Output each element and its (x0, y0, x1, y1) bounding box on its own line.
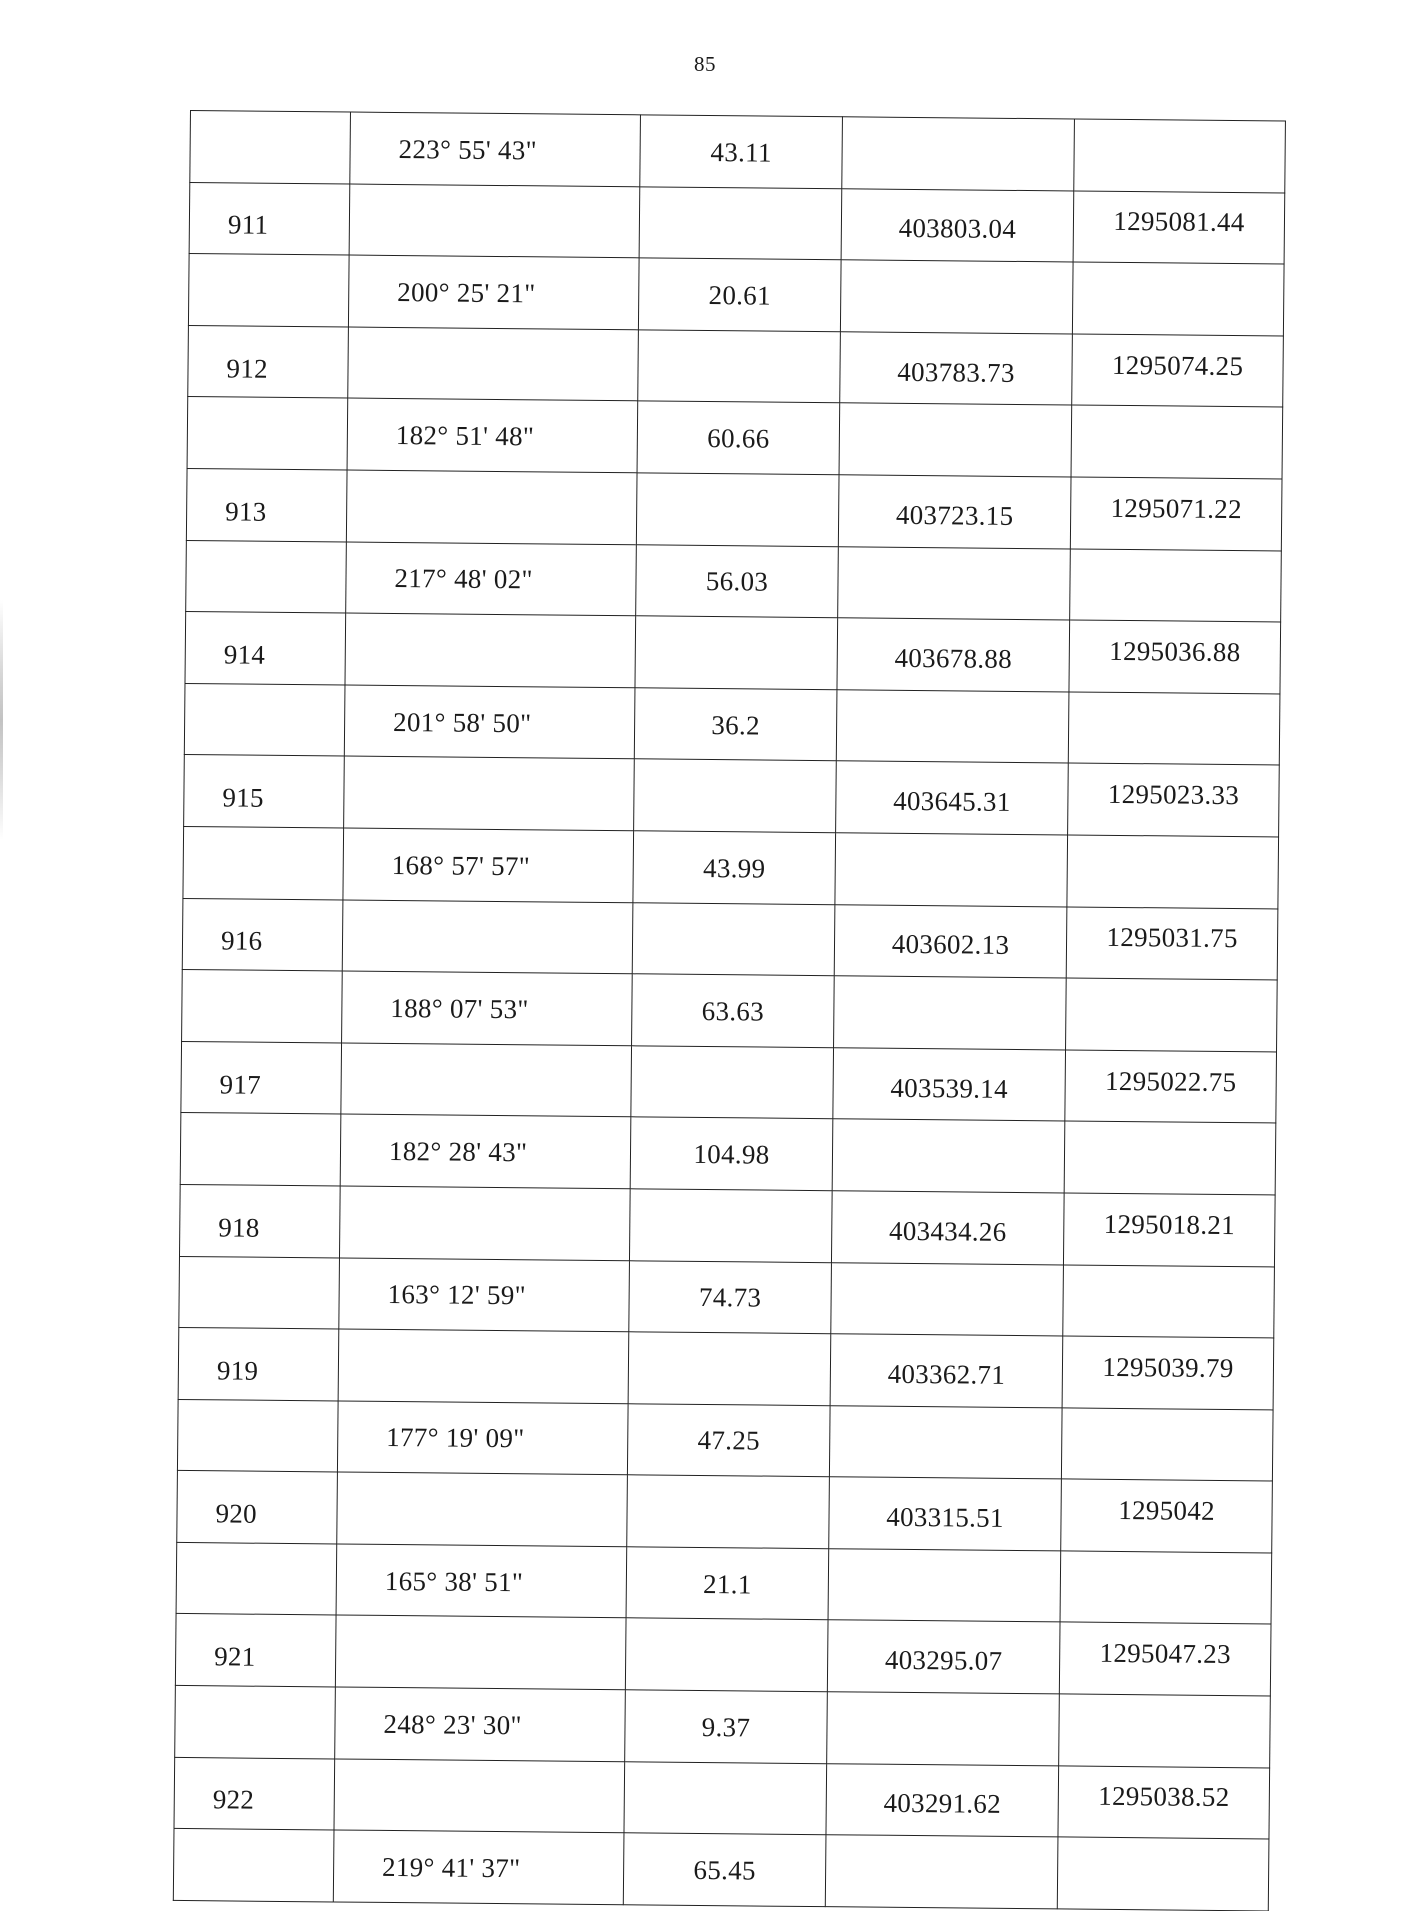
distance-cell (628, 1332, 831, 1406)
distance-cell (638, 330, 841, 404)
bearing-cell (337, 1472, 628, 1546)
bearing-cell (342, 900, 633, 974)
northing-cell: 403783.73 (840, 332, 1073, 406)
bearing-cell: 165° 38' 51" (336, 1544, 627, 1618)
easting-cell (1074, 119, 1286, 193)
northing-cell: 403295.07 (827, 1620, 1060, 1694)
easting-cell: 1295074.25 (1072, 334, 1284, 408)
point-cell (188, 254, 349, 327)
northing-cell (827, 1692, 1060, 1766)
northing-cell (838, 546, 1071, 620)
northing-cell (829, 1405, 1062, 1479)
point-cell (179, 1256, 340, 1329)
easting-cell (1072, 262, 1284, 336)
distance-cell: 36.2 (634, 688, 837, 762)
distance-cell: 60.66 (637, 401, 840, 475)
bearing-cell: 201° 58' 50" (344, 685, 635, 759)
easting-cell: 1295038.52 (1058, 1766, 1270, 1840)
survey-coordinates-table (173, 110, 1286, 1911)
easting-cell: 1295047.23 (1059, 1622, 1271, 1696)
bearing-cell (335, 1615, 626, 1689)
point-cell: 918 (179, 1184, 340, 1257)
distance-cell: 43.99 (633, 831, 836, 905)
northing-cell (828, 1549, 1061, 1623)
northing-cell (834, 976, 1067, 1050)
distance-cell (627, 1475, 830, 1549)
table-row (183, 826, 1279, 908)
northing-cell (840, 260, 1073, 334)
distance-cell: 63.63 (632, 974, 835, 1048)
distance-cell (625, 1618, 828, 1692)
point-cell (183, 826, 344, 899)
distance-cell: 43.11 (640, 115, 843, 189)
easting-cell (1060, 1551, 1272, 1625)
easting-cell: 1295039.79 (1062, 1336, 1274, 1410)
distance-cell (629, 1189, 832, 1263)
table-row (179, 1184, 1275, 1266)
bearing-cell: 188° 07' 53" (342, 971, 633, 1045)
bearing-cell: 182° 51' 48" (347, 398, 638, 472)
point-cell (190, 111, 351, 184)
distance-cell (639, 186, 842, 260)
bearing-cell: 223° 55' 43" (350, 112, 641, 186)
point-cell: 916 (182, 898, 343, 971)
northing-cell: 403434.26 (831, 1191, 1064, 1265)
table-row (178, 1328, 1274, 1410)
point-cell: 914 (185, 612, 346, 685)
distance-cell (636, 473, 839, 547)
distance-cell: 104.98 (630, 1117, 833, 1191)
point-cell (186, 540, 347, 613)
easting-cell: 1295022.75 (1065, 1050, 1277, 1124)
easting-cell: 1295036.88 (1069, 620, 1281, 694)
distance-cell: 65.45 (623, 1833, 826, 1907)
distance-cell (635, 616, 838, 690)
easting-cell (1059, 1694, 1271, 1768)
point-cell: 911 (189, 182, 350, 255)
table-row (185, 612, 1281, 694)
easting-cell (1061, 1408, 1273, 1482)
table-row (189, 182, 1285, 264)
easting-cell: 1295081.44 (1073, 191, 1285, 265)
table-body (173, 111, 1285, 1911)
point-cell (173, 1829, 334, 1902)
northing-cell: 403539.14 (833, 1047, 1066, 1121)
northing-cell (831, 1262, 1064, 1336)
bearing-cell: 217° 48' 02" (346, 542, 637, 616)
distance-cell: 21.1 (626, 1547, 829, 1621)
table-row (188, 254, 1284, 336)
bearing-cell (346, 470, 637, 544)
northing-cell: 403362.71 (830, 1334, 1063, 1408)
point-cell: 921 (175, 1614, 336, 1687)
table-row (180, 1113, 1276, 1195)
easting-cell (1064, 1121, 1276, 1195)
northing-cell (835, 833, 1068, 907)
bearing-cell: 168° 57' 57" (343, 828, 634, 902)
point-cell (187, 397, 348, 470)
easting-cell (1070, 549, 1282, 623)
bearing-cell (339, 1186, 630, 1260)
bearing-cell (344, 756, 635, 830)
table-row (182, 970, 1278, 1052)
table-row (176, 1542, 1272, 1624)
survey-table-container (173, 110, 1245, 1910)
table-row (181, 1041, 1277, 1123)
table-row (179, 1256, 1275, 1338)
easting-cell (1066, 978, 1278, 1052)
distance-cell: 20.61 (638, 258, 841, 332)
easting-cell: 1295031.75 (1066, 906, 1278, 980)
distance-cell: 74.73 (629, 1260, 832, 1334)
easting-cell (1068, 692, 1280, 766)
bearing-cell (338, 1329, 629, 1403)
bearing-cell (349, 184, 640, 258)
point-cell: 920 (177, 1471, 338, 1544)
distance-cell: 9.37 (625, 1690, 828, 1764)
northing-cell: 403645.31 (836, 761, 1069, 835)
table-row (174, 1757, 1270, 1839)
scan-artifact (0, 600, 3, 840)
northing-cell: 403602.13 (834, 904, 1067, 978)
northing-cell: 403723.15 (838, 475, 1071, 549)
northing-cell (836, 689, 1069, 763)
table-row (177, 1399, 1273, 1481)
table-row (184, 683, 1280, 765)
northing-cell: 403315.51 (829, 1477, 1062, 1551)
distance-cell: 56.03 (636, 544, 839, 618)
easting-cell: 1295071.22 (1070, 477, 1282, 551)
bearing-cell: 219° 41' 37" (333, 1830, 624, 1904)
distance-cell (634, 759, 837, 833)
point-cell: 915 (184, 755, 345, 828)
distance-cell (631, 1046, 834, 1120)
point-cell (177, 1399, 338, 1472)
easting-cell (1057, 1837, 1269, 1911)
easting-cell: 1295023.33 (1068, 763, 1280, 837)
table-row (184, 755, 1280, 837)
point-cell (175, 1685, 336, 1758)
northing-cell (832, 1119, 1065, 1193)
easting-cell (1067, 835, 1279, 909)
point-cell (176, 1542, 337, 1615)
easting-cell (1071, 405, 1283, 479)
easting-cell: 1295042 (1061, 1479, 1273, 1553)
table-row (175, 1614, 1271, 1696)
bearing-cell (341, 1043, 632, 1117)
page-number: 85 (694, 52, 716, 76)
table-row (175, 1685, 1271, 1767)
bearing-cell (348, 327, 639, 401)
northing-cell: 403678.88 (837, 618, 1070, 692)
northing-cell (842, 117, 1075, 191)
point-cell: 913 (186, 468, 347, 541)
table-row (188, 325, 1284, 407)
point-cell (184, 683, 345, 756)
table-row (182, 898, 1278, 980)
bearing-cell (345, 613, 636, 687)
point-cell: 919 (178, 1328, 339, 1401)
point-cell: 912 (188, 325, 349, 398)
bearing-cell: 182° 28' 43" (340, 1114, 631, 1188)
point-cell: 917 (181, 1041, 342, 1114)
bearing-cell: 248° 23' 30" (335, 1687, 626, 1761)
bearing-cell: 163° 12' 59" (339, 1257, 630, 1331)
bearing-cell (334, 1759, 625, 1833)
distance-cell (632, 902, 835, 976)
bearing-cell: 177° 19' 09" (337, 1401, 628, 1475)
easting-cell: 1295018.21 (1063, 1193, 1275, 1267)
table-row (186, 540, 1282, 622)
point-cell (180, 1113, 341, 1186)
distance-cell: 47.25 (627, 1403, 830, 1477)
northing-cell: 403803.04 (841, 188, 1074, 262)
table-row (173, 1829, 1269, 1911)
table-row (187, 397, 1283, 479)
northing-cell (839, 403, 1072, 477)
northing-cell: 403291.62 (826, 1763, 1059, 1837)
northing-cell (825, 1835, 1058, 1909)
easting-cell (1063, 1264, 1275, 1338)
point-cell: 922 (174, 1757, 335, 1830)
point-cell (182, 970, 343, 1043)
table-row (190, 111, 1286, 193)
bearing-cell: 200° 25' 21" (348, 255, 639, 329)
distance-cell (624, 1761, 827, 1835)
table-row (186, 468, 1282, 550)
table-row (177, 1471, 1273, 1553)
